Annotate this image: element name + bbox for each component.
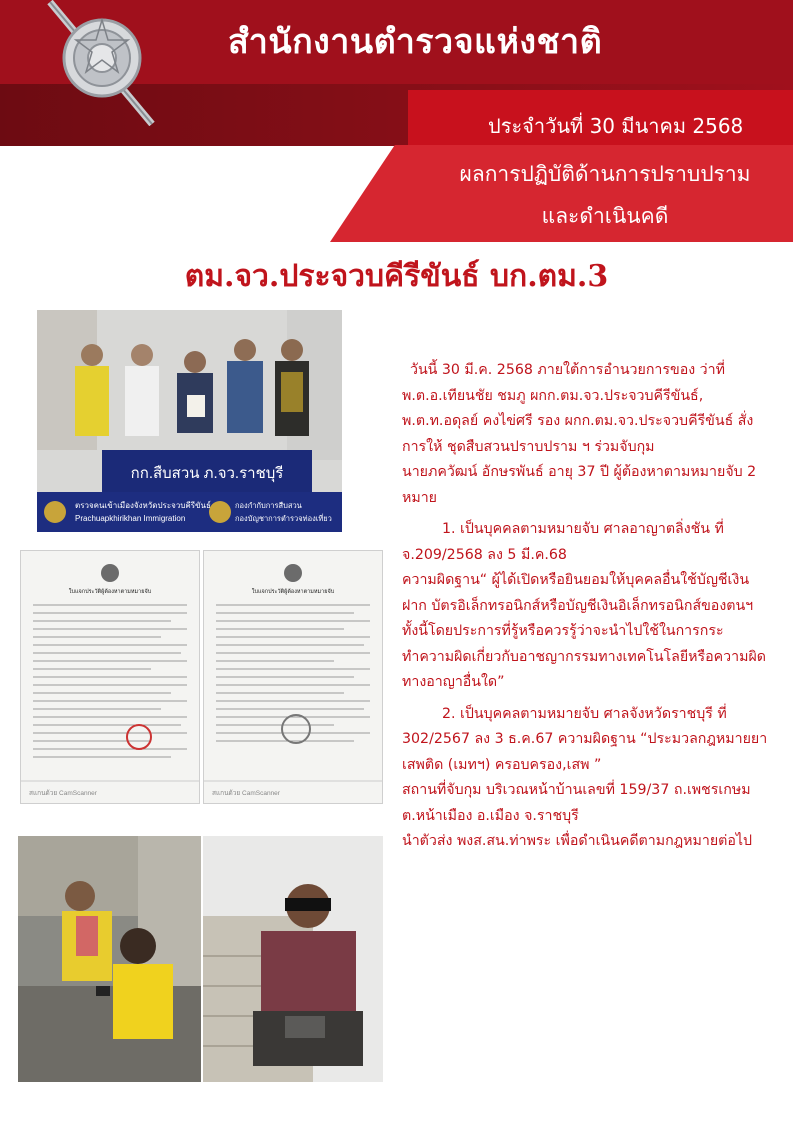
arrest-scene-photo <box>18 836 201 1082</box>
svg-text:ตรวจคนเข้าเมืองจังหวัดประจวบคี: ตรวจคนเข้าเมืองจังหวัดประจวบคีรีขันธ์ <box>75 501 211 510</box>
warrant-1: 1. เป็นบุคคลตามหมายจับ ศาลอาญาตลิ่งชัน ที่ จ.209/2568 ลง 5 มี.ค.68 <box>402 521 724 563</box>
sign-text: กก.สืบสวน ภ.จว.ราชบุรี <box>130 465 284 482</box>
warrant-1-charge: ความผิดฐาน“ ผู้ได้เปิดหรือยินยอมให้บุคคลอื่นใช้บัญชีเงินฝาก บัตรอิเล็กทรอนิกส์หรือบัญชีเงินอิเล็กทรอนิกส์ของตนฯ ทั้งนี้โดยประการที่รู้หรือควรรู้ว่าจะนำไปใช้ในการกระทำความผิดเกี่ยวกับอาชญากรรมทางเทคโนโลยีหรือความผิดทางอาญาอื่นใด” <box>402 572 766 690</box>
body-paragraph-2: นายภควัฒน์ อักษรพันธ์ อายุ 37 ปี ผู้ต้องหาตามหมายจับ 2 หมาย <box>402 464 757 506</box>
arrest-location: สถานที่จับกุม บริเวณหน้าบ้านเลขที่ 159/37 ถ.เพชรเกษม ต.หน้าเมือง อ.เมือง จ.ราชบุรี <box>402 782 751 824</box>
org-title: สำนักงานตำรวจแห่งชาติ <box>228 22 603 62</box>
svg-text:สแกนด้วย CamScanner: สแกนด้วย CamScanner <box>29 790 97 797</box>
warrant-document-right <box>203 550 383 804</box>
svg-text:สแกนด้วย CamScanner: สแกนด้วย CamScanner <box>212 790 280 797</box>
police-emblem-logo <box>40 0 160 126</box>
report-body <box>402 358 772 855</box>
svg-text:กองกำกับการสืบสวน: กองกำกับการสืบสวน <box>235 501 302 510</box>
svg-text:ใบแจกประวัติผู้ต้องหาตามหมายจั: ใบแจกประวัติผู้ต้องหาตามหมายจับ <box>68 589 152 595</box>
unit-heading: ตม.จว.ประจวบคีรีขันธ์ บก.ตม.3 <box>184 259 609 294</box>
body-paragraph-1: วันนี้ 30 มี.ค. 2568 ภายใต้การอำนวยการของ ว่าที่ พ.ต.อ.เทียนชัย ชมภู ผกก.ตม.จว.ประจวบคีรีขันธ์, พ.ต.ท.อดุลย์ คงไข่ศรี รอง ผกก.ตม.จว.ประจวบคีรีขันธ์ สั่งการให้ ชุดสืบสวนปราบปราม ฯ ร่วมจับกุม <box>402 362 754 455</box>
svg-text:Prachuapkhirikhan Immigration: Prachuapkhirikhan Immigration <box>75 514 186 523</box>
warrant-document-left <box>20 550 200 804</box>
report-date: ประจำวันที่ 30 มีนาคม 2568 <box>488 114 744 138</box>
subtitle-line-2: และดำเนินคดี <box>541 204 669 228</box>
svg-text:กองบัญชาการตำรวจท่องเที่ยว: กองบัญชาการตำรวจท่องเที่ยว <box>235 514 332 523</box>
suspect-photo <box>203 836 383 1082</box>
face-censor-bar <box>285 898 331 911</box>
svg-text:ใบแจกประวัติผู้ต้องหาตามหมายจั: ใบแจกประวัติผู้ต้องหาตามหมายจับ <box>251 589 335 595</box>
subtitle-line-1: ผลการปฏิบัติด้านการปราบปราม <box>459 162 751 186</box>
handover-note: นำตัวส่ง พงส.สน.ท่าพระ เพื่อดำเนินคดีตามกฎหมายต่อไป <box>402 833 753 849</box>
group-arrest-photo <box>37 310 342 532</box>
warrant-2: 2. เป็นบุคคลตามหมายจับ ศาลจังหวัดราชบุรี ที่ 302/2567 ลง 3 ธ.ค.67 ความผิดฐาน “ประมวลกฎหมายยาเสพติด (เมทฯ) ครอบครอง,เสพ ” <box>402 705 768 773</box>
